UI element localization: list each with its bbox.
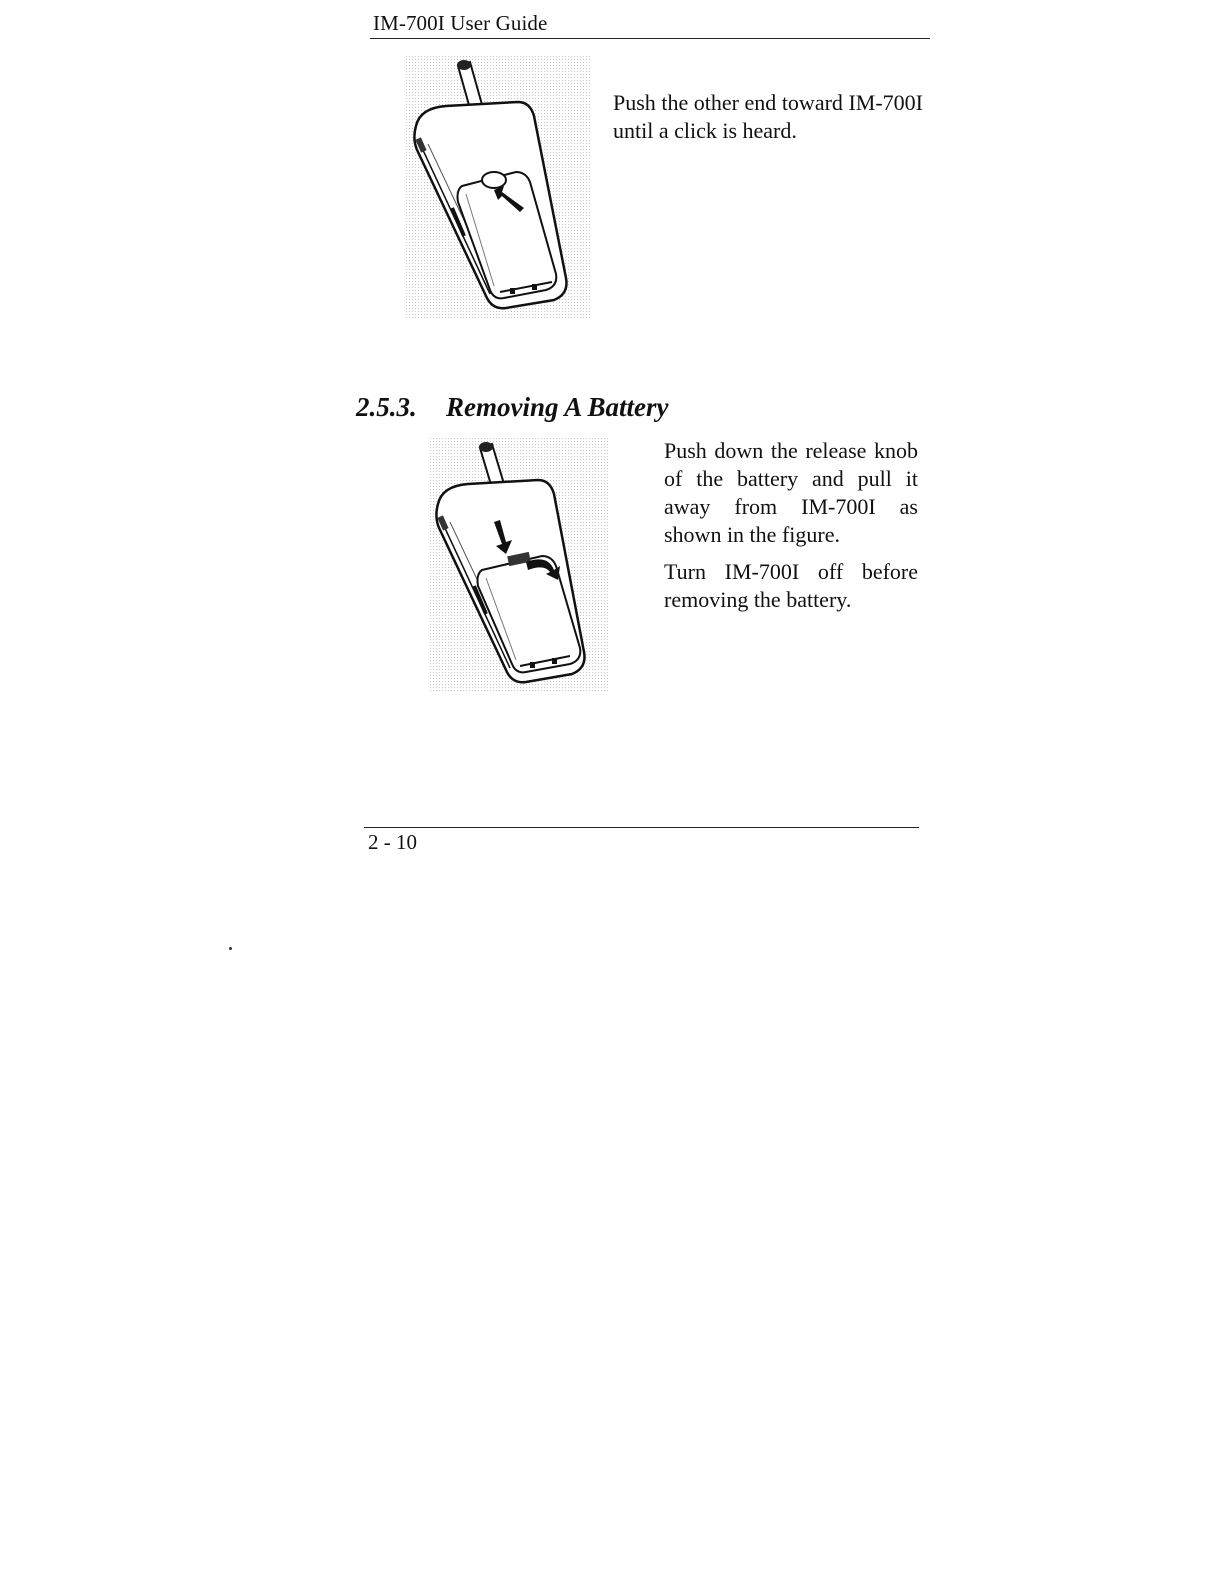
remove-caution: Turn IM-700I off before removing the battery. <box>664 559 918 612</box>
page-number: 2 - 10 <box>368 830 417 854</box>
phone-battery-insert-icon <box>406 56 590 318</box>
scan-speck <box>229 947 232 950</box>
battery-remove-figure <box>430 438 608 692</box>
section-title: Removing A Battery <box>446 392 669 422</box>
insert-instruction: Push the other end toward IM-700I until a click is heard. <box>613 90 923 143</box>
section-heading <box>356 390 669 424</box>
running-header: IM-700I User Guide <box>373 11 548 35</box>
footer-rule <box>364 827 919 828</box>
battery-insert-figure <box>406 56 590 318</box>
section-number: 2.5.3. <box>356 392 417 422</box>
header-rule <box>370 38 930 39</box>
phone-battery-remove-icon <box>430 438 608 692</box>
remove-instruction: Push down the release knob of the battery and pull it away from IM-700I as shown in the figure. <box>664 438 918 547</box>
